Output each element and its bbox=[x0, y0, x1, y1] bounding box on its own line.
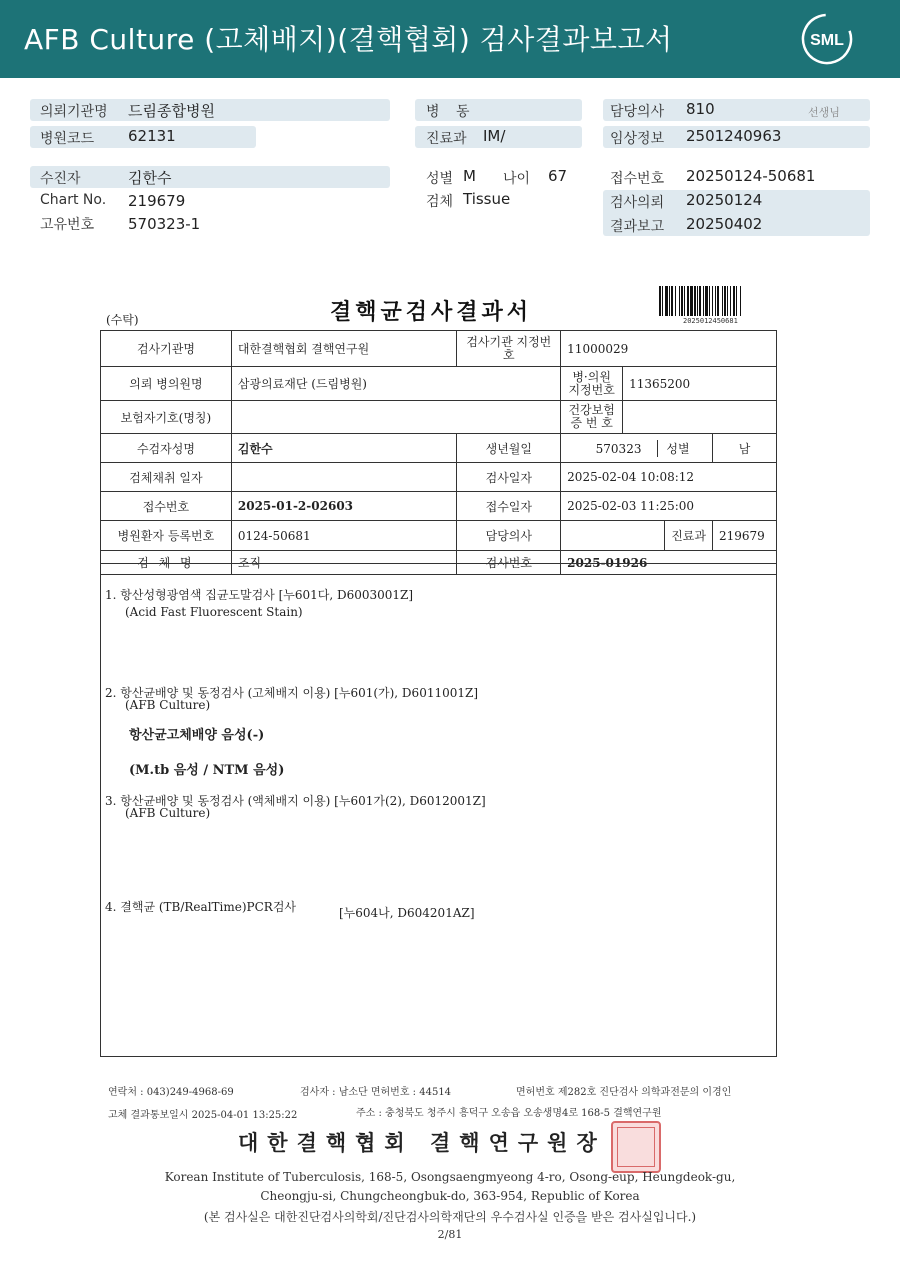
doctor-value: 810 bbox=[686, 100, 715, 118]
hospital-code-value: 62131 bbox=[128, 127, 176, 145]
receipt-value: 20250124-50681 bbox=[686, 167, 816, 185]
birth-value-text: 570323 bbox=[595, 441, 642, 456]
specimen-value: Tissue bbox=[463, 190, 511, 208]
dept-value: IM/ bbox=[483, 127, 506, 145]
footer-notified: 고체 결과통보일시 2025-04-01 13:25:22 bbox=[108, 1110, 298, 1121]
page-number: 2/81 bbox=[437, 1228, 463, 1241]
requester-label: 의뢰 병의원명 bbox=[101, 367, 232, 401]
barcode-number: 2025012450681 bbox=[683, 317, 738, 325]
item2-result1: 항산균고체배양 음성(-) bbox=[129, 728, 265, 743]
test-date-label: 검사일자 bbox=[457, 463, 561, 492]
designated-label: 검사기관 지정번호 bbox=[457, 331, 561, 367]
chart-label: Chart No. bbox=[40, 192, 107, 208]
item3-sub: (AFB Culture) bbox=[125, 806, 211, 820]
doctor-suffix: 선생님 bbox=[808, 106, 840, 119]
consign-label: (수탁) bbox=[106, 313, 139, 327]
unique-label: 고유번호 bbox=[40, 217, 95, 233]
footer-address-kr: 주소 : 충청북도 청주시 흥덕구 오송읍 오송생명4로 168-5 결핵연구원 bbox=[356, 1108, 662, 1119]
birth-label: 생년월일 bbox=[457, 434, 561, 463]
health-no-label: 건강보험 증 번 호 bbox=[561, 401, 623, 434]
report-value: 20250402 bbox=[686, 215, 763, 233]
test-no-value: 2025-01926 bbox=[561, 551, 777, 575]
sex-value: 남 bbox=[712, 434, 776, 463]
receipt-label: 접수번호 bbox=[610, 171, 665, 187]
footer-certification: (본 검사실은 대한진단검사의학회/진단검사의학재단의 우수검사실 인증을 받은 검사실입니다.) bbox=[203, 1210, 697, 1224]
age-label: 나이 bbox=[503, 171, 531, 187]
accession-value: 2025-01-2-02603 bbox=[231, 492, 457, 521]
insurer-label: 보험자기호(명칭) bbox=[101, 401, 232, 434]
dept-label: 진료과 bbox=[426, 131, 467, 147]
official-seal bbox=[611, 1121, 661, 1173]
designated-value: 11000029 bbox=[561, 331, 777, 367]
report-label: 결과보고 bbox=[610, 219, 665, 235]
item4-code: [누604나, D604201AZ] bbox=[339, 906, 475, 920]
org-label: 검사기관명 bbox=[101, 331, 232, 367]
specimen-name-label: 검 체 명 bbox=[101, 551, 232, 575]
doctor-cell bbox=[561, 521, 713, 551]
dept-label: 진료과 bbox=[664, 521, 712, 550]
results-box bbox=[100, 563, 777, 1057]
name-value: 김한수 bbox=[231, 434, 457, 463]
collect-label: 검체채취 일자 bbox=[101, 463, 232, 492]
footer-address-en1: Korean Institute of Tuberculosis, 168-5, Osongsaengmyeong 4-ro, Osong-eup, Heungdeok-gu, bbox=[164, 1170, 736, 1184]
org-value: 대한결핵협회 결핵연구원 bbox=[231, 331, 457, 367]
item1-title: 1. 항산성형광염색 집균도말검사 [누601다, D6003001Z] bbox=[105, 588, 414, 602]
patient-no-value: 0124-50681 bbox=[231, 521, 457, 551]
health-no-value bbox=[623, 401, 777, 434]
request-value: 20250124 bbox=[686, 191, 763, 209]
sex-label: 성별 bbox=[426, 171, 454, 187]
request-label: 검사의뢰 bbox=[610, 195, 665, 211]
footer-examiner: 검사자 : 남소단 면허번호 : 44514 bbox=[300, 1087, 452, 1098]
report-table bbox=[100, 330, 777, 575]
clinic-no-value: 11365200 bbox=[623, 367, 777, 401]
dept-value: 219679 bbox=[712, 521, 776, 551]
doctor-label: 담당의사 bbox=[457, 521, 561, 551]
chart-value: 219679 bbox=[128, 192, 186, 210]
logo-text: SML bbox=[810, 32, 844, 49]
clinical-label: 임상정보 bbox=[610, 131, 665, 147]
specimen-name-value: 조직 bbox=[231, 551, 457, 575]
collect-value bbox=[231, 463, 457, 492]
unique-value: 570323-1 bbox=[128, 215, 201, 233]
insurer-value bbox=[231, 401, 560, 434]
patient-value: 김한수 bbox=[128, 169, 172, 187]
hospital-code-label: 병원코드 bbox=[40, 131, 95, 147]
item2-result2: (M.tb 음성 / NTM 음성) bbox=[129, 763, 285, 778]
patient-info-panel bbox=[0, 0, 900, 250]
requester-value: 삼광의료재단 (드림병원) bbox=[231, 367, 560, 401]
patient-no-label: 병원환자 등록번호 bbox=[101, 521, 232, 551]
doctor-label: 담당의사 bbox=[610, 104, 665, 120]
footer-address-en2: Cheongju-si, Chungcheongbuk-do, 363-954, Republic of Korea bbox=[260, 1189, 640, 1203]
footer-licensed: 면허번호 제282호 진단검사 의학과전문의 이경인 bbox=[516, 1087, 732, 1098]
accept-date-value: 2025-02-03 11:25:00 bbox=[561, 492, 777, 521]
item3-title: 3. 항산균배양 및 동정검사 (액체배지 이용) [누601가(2), D6012001Z] bbox=[105, 794, 486, 808]
test-no-label: 검사번호 bbox=[457, 551, 561, 575]
form-title: 결핵균검사결과서 bbox=[330, 299, 533, 325]
hospital-value: 드림종합병원 bbox=[128, 102, 215, 120]
birth-value bbox=[561, 434, 713, 463]
ward-label: 병 동 bbox=[426, 104, 476, 120]
specimen-label: 검체 bbox=[426, 194, 454, 210]
barcode bbox=[659, 286, 763, 316]
item4-title: 4. 결핵균 (TB/RealTime)PCR검사 bbox=[105, 900, 297, 914]
sex-value: M bbox=[463, 167, 476, 185]
hospital-label: 의뢰기관명 bbox=[40, 104, 108, 120]
clinical-value: 2501240963 bbox=[686, 127, 782, 145]
report-title: AFB Culture (고체배지)(결핵협회) 검사결과보고서 bbox=[24, 23, 673, 56]
patient-label: 수진자 bbox=[40, 171, 81, 187]
clinic-no-label: 병·의원 지정번호 bbox=[561, 367, 623, 401]
item1-sub: (Acid Fast Fluorescent Stain) bbox=[125, 605, 303, 619]
age-value: 67 bbox=[548, 167, 568, 185]
sex-label-cell: 성별 bbox=[657, 440, 689, 457]
accession-label: 접수번호 bbox=[101, 492, 232, 521]
institute-title: 대한결핵협회 결핵연구원장 bbox=[238, 1130, 606, 1155]
item2-title: 2. 항산균배양 및 동정검사 (고체배지 이용) [누601(가), D6011001Z] bbox=[105, 686, 479, 700]
name-label: 수검자성명 bbox=[101, 434, 232, 463]
accept-date-label: 접수일자 bbox=[457, 492, 561, 521]
item2-sub: (AFB Culture) bbox=[125, 698, 211, 712]
footer-contact: 연락처 : 043)249-4968-69 bbox=[108, 1087, 234, 1098]
test-date-value: 2025-02-04 10:08:12 bbox=[561, 463, 777, 492]
